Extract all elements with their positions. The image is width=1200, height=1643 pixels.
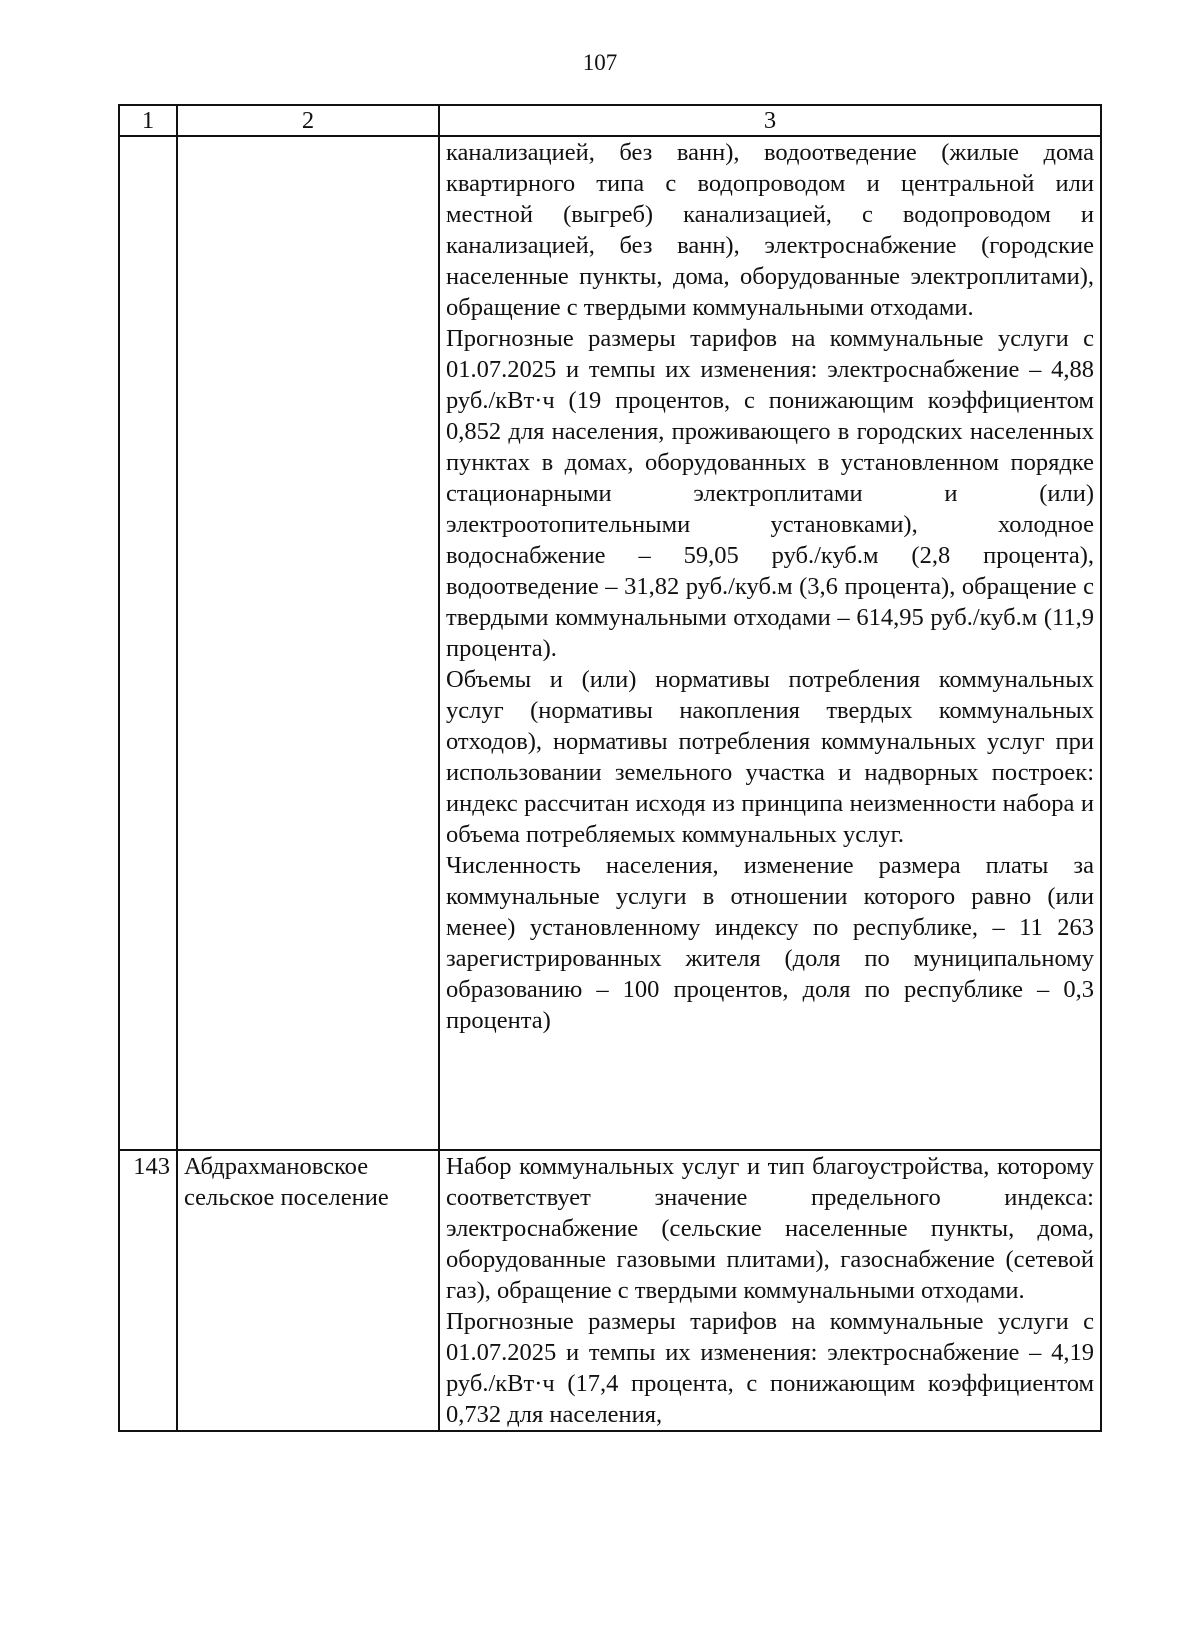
column-header-3: 3 [439,105,1101,136]
paragraph-services-set: Набор коммунальных услуг и тип благоустройства, которому соответствует значение предельного индекса: электроснабжение (сельские населенные пункты, дома, оборудованные газовыми плитами), газоснабжение (сетевой газ), обращение с твердыми коммунальными отходами. [446,1153,1094,1304]
municipality-name-cell [177,136,439,1150]
description-cell [439,136,1101,1150]
tariff-table [118,104,1102,1432]
paragraph-consumption-volumes: Объемы и (или) нормативы потребления коммунальных услуг (нормативы накопления твердых коммунальных отходов), нормативы потребления коммунальных услуг при использовании земельного участка и надворных построек: индекс рассчитан исходя из принципа неизменности набора и объема потребляемых коммунальных услуг. [446,666,1094,848]
table-header-row [119,105,1101,136]
row-number-cell: 143 [119,1150,177,1431]
paragraph-population: Численность населения, изменение размера платы за коммунальные услуги в отношении которого равно (или менее) установленному индексу по республике, – 11 263 зарегистрированных жителя (доля по муниципальному образованию – 100 процентов, доля по республике – 0,3 процента) [446,852,1094,1034]
table-row [119,136,1101,1150]
description-cell [439,1150,1101,1431]
table-row [119,1150,1101,1431]
paragraph-tariffs: Прогнозные размеры тарифов на коммунальные услуги с 01.07.2025 и темпы их изменения: электроснабжение – 4,88 руб./кВт·ч (19 процентов, с понижающим коэффициентом 0,852 для населения, проживающего в городских населенных пунктах в домах, оборудованных в установленном порядке стационарными электроплитами и (или) электроотопительными установками), холодное водоснабжение – 59,05 руб./куб.м (2,8 процента), водоотведение – 31,82 руб./куб.м (3,6 процента), обращение с твердыми коммунальными отходами – 614,95 руб./куб.м (11,9 процента). [446,325,1094,662]
column-header-2: 2 [177,105,439,136]
municipality-name-cell: Абдрахмановское сельское поселение [177,1150,439,1431]
column-header-1: 1 [119,105,177,136]
paragraph-services-continued: канализацией, без ванн), водоотведение (жилые дома квартирного типа с водопроводом и центральной или местной (выгреб) канализацией, с водопроводом и канализацией, без ванн), электроснабжение (городские населенные пункты, дома, оборудованные электроплитами), обращение с твердыми коммунальными отходами. [446,139,1094,321]
row-number-cell [119,136,177,1150]
page-number: 107 [582,50,618,75]
paragraph-tariffs: Прогнозные размеры тарифов на коммунальные услуги с 01.07.2025 и темпы их изменения: электроснабжение – 4,19 руб./кВт·ч (17,4 процента, с понижающим коэффициентом 0,732 для населения, [446,1308,1094,1428]
